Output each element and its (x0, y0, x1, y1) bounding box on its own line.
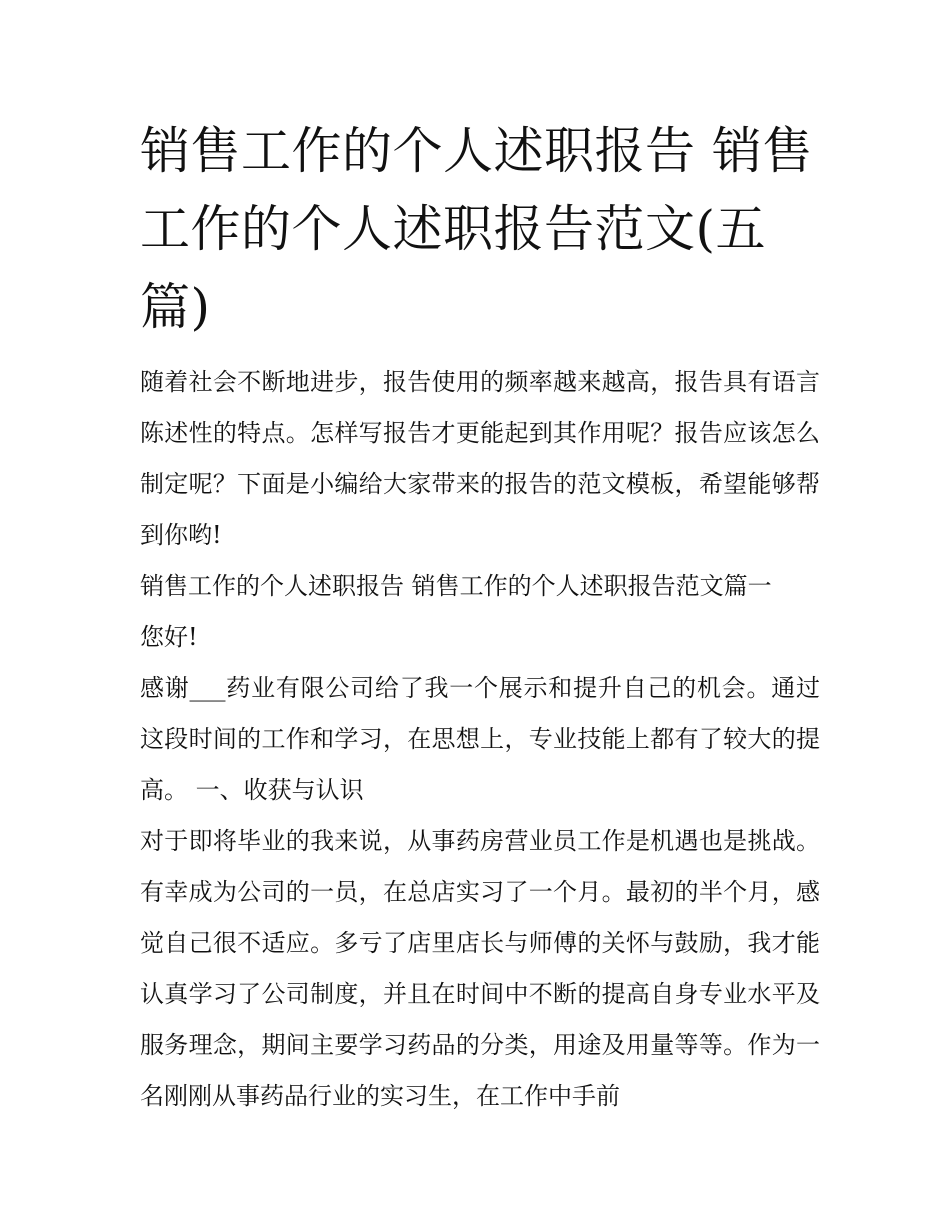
section-heading: 销售工作的个人述职报告 销售工作的个人述职报告范文篇一 (140, 572, 772, 600)
intro-paragraph: 随着社会不断地进步，报告使用的频率越来越高，报告具有语言陈述性的特点。怎样写报告才更能起到其作用呢？报告应该怎么制定呢？下面是小编给大家带来的报告的范文模板，希望能够帮到你哟! (140, 368, 820, 549)
experience-paragraph: 对于即将毕业的我来说，从事药房营业员工作是机遇也是挑战。有幸成为公司的一员，在总店实习了一个月。最初的半个月，感觉自己很不适应。多亏了店里店长与师傅的关怀与鼓励，我才能认真学习了公司制度，并且在时间中不断的提高自身专业水平及服务理念，期间主要学习药品的分类，用途及用量等等。作为一名刚刚从事药品行业的实习生，在工作中手前 (140, 827, 820, 1110)
thanks-paragraph: 感谢___药业有限公司给了我一个展示和提升自己的机会。通过这段时间的工作和学习，在思想上，专业技能上都有了较大的提高。 一、收获与认识 (140, 674, 820, 804)
document-body (140, 357, 820, 1122)
greeting-paragraph: 您好! (140, 623, 198, 651)
document-title: 销售工作的个人述职报告 销售工作的个人述职报告范文(五篇) (140, 122, 813, 336)
